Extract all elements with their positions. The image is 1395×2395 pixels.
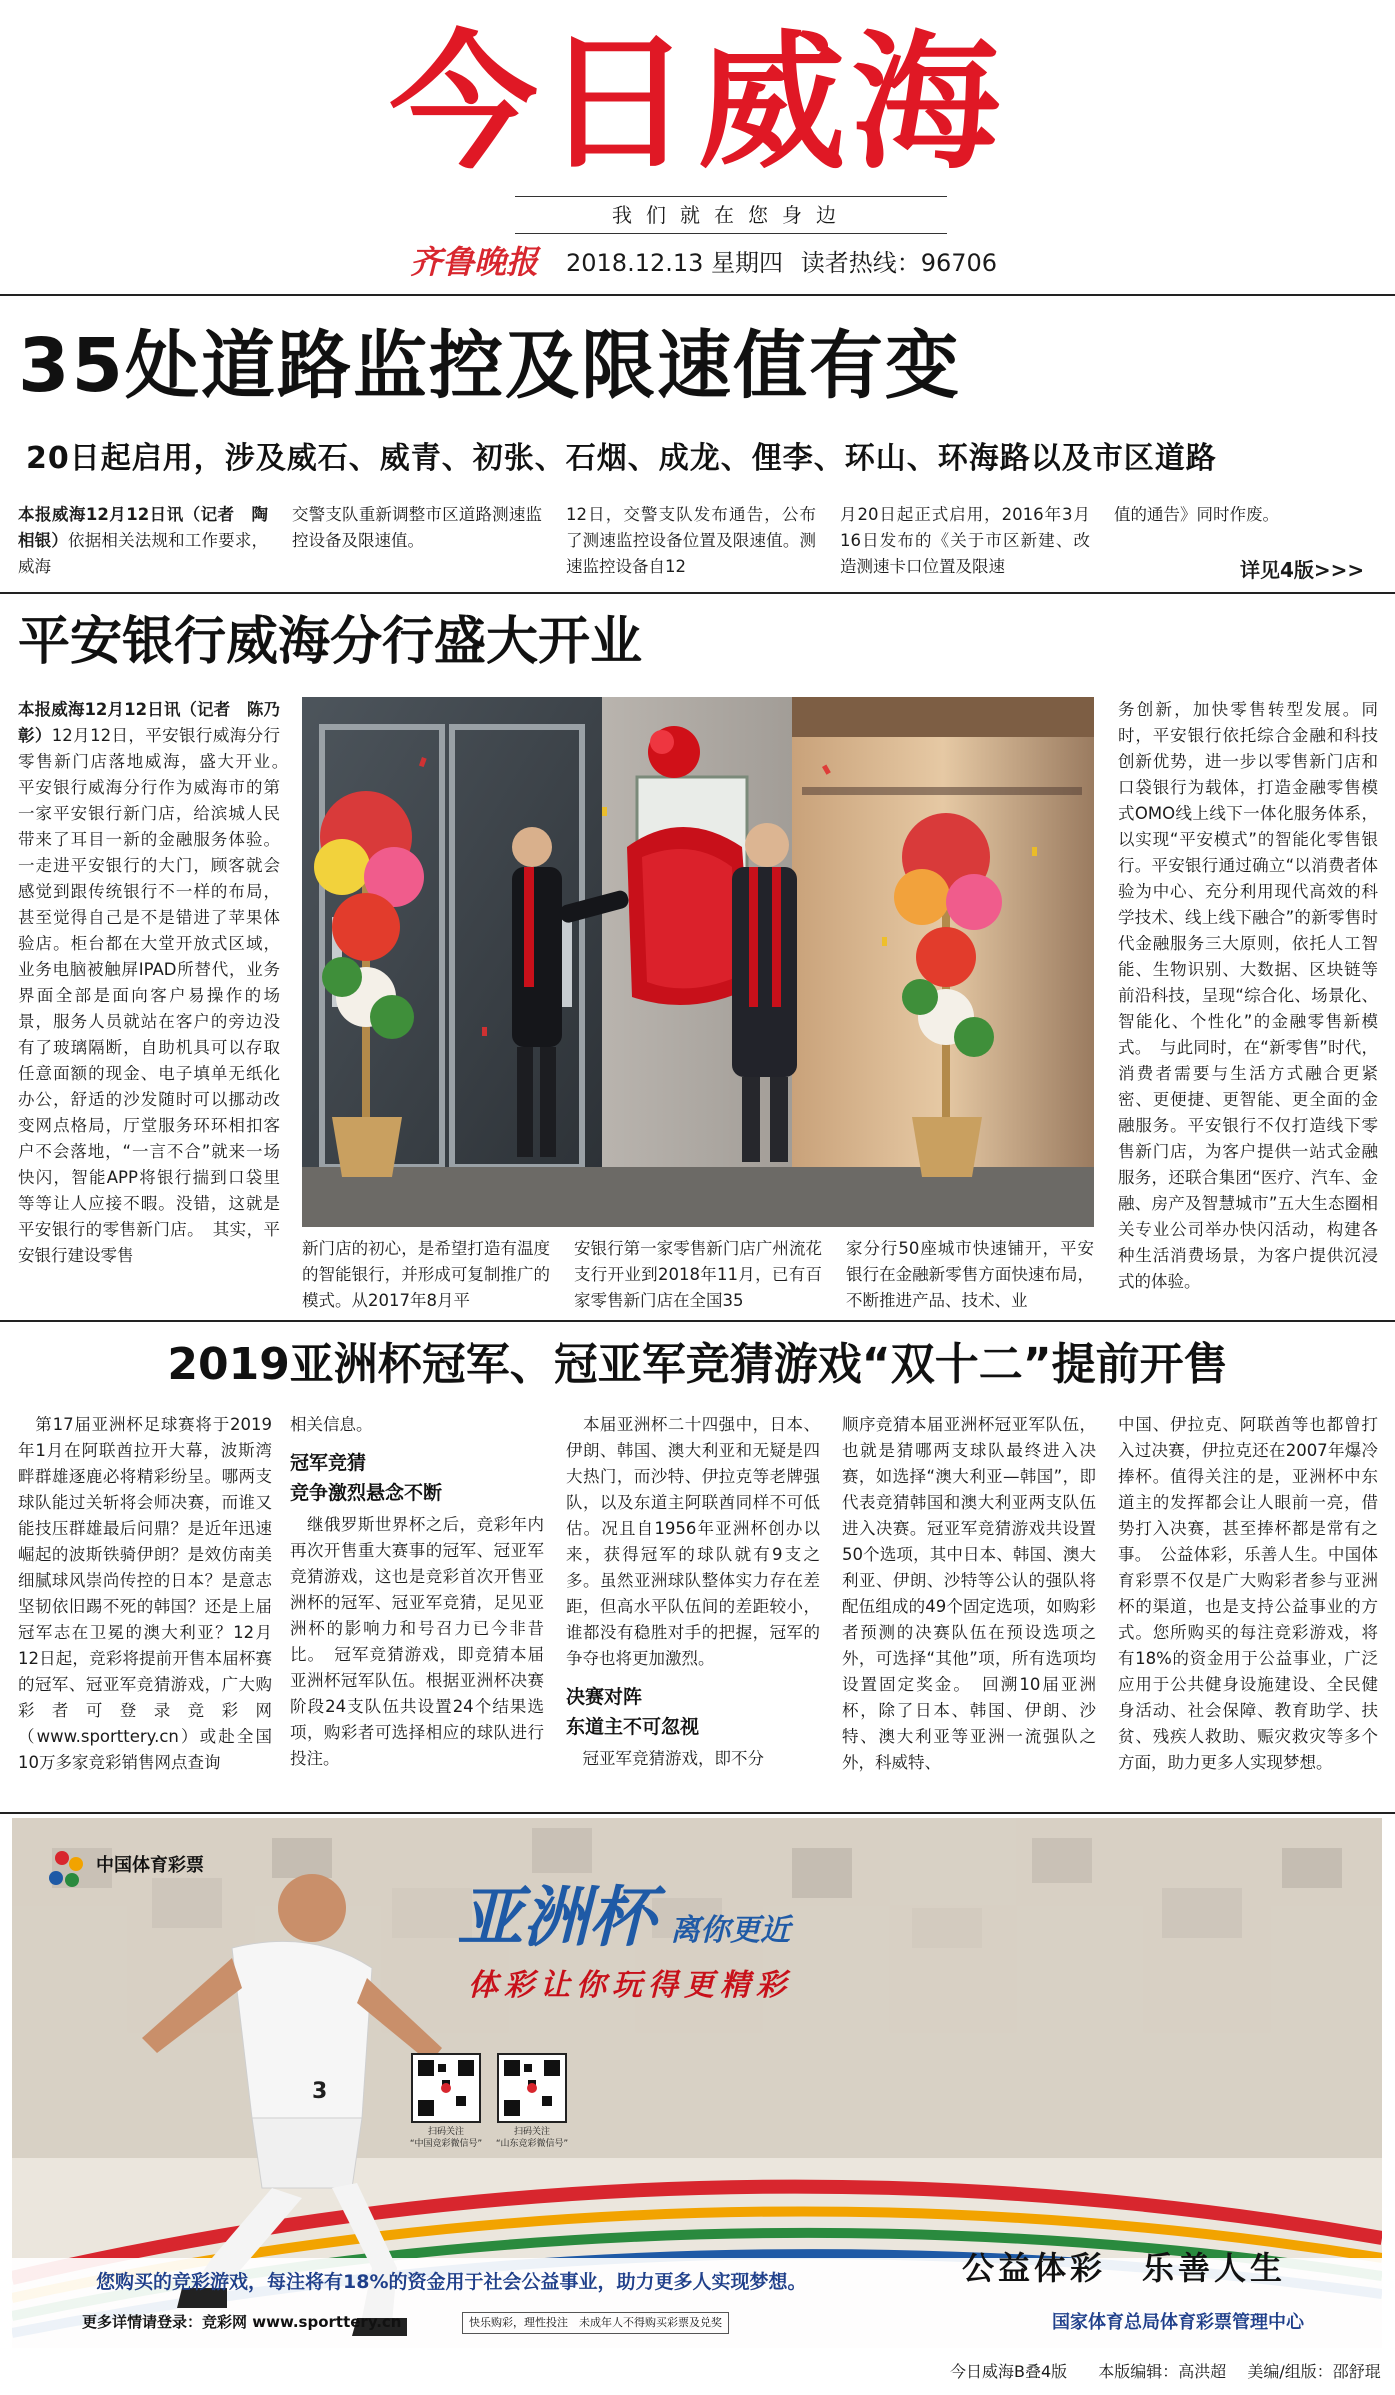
bank-opening-photo	[302, 697, 1094, 1227]
qr-code-2	[498, 2054, 566, 2122]
reader-hotline: 读者热线：96706	[800, 249, 998, 277]
story1-col-2: 交警支队重新调整市区道路测速监控设备及限速值。	[292, 505, 542, 550]
paper-logo: 齐鲁晚报	[410, 243, 539, 281]
story2-col-3: 安银行第一家零售新门店广州流花支行开业到2018年11月，已有百家零售新门店在全国35	[574, 1239, 822, 1310]
folio-editor: 本版编辑：高洪超	[1098, 2362, 1227, 2381]
folio-designer: 美编/组版：邵舒琨	[1247, 2362, 1381, 2381]
issue-weekday: 星期四	[711, 249, 784, 277]
ad-warning: 快乐购彩，理性投注 未成年人不得购买彩票及兑奖	[462, 2312, 729, 2334]
ad-slogan: 体彩让你玩得更精彩	[468, 1968, 792, 2003]
ad-title-tail: 离你更近	[670, 1913, 791, 1948]
photo-illustration	[302, 697, 1094, 1227]
story3-subhead-3: 决赛对阵	[566, 1686, 643, 1708]
story3-col-5: 中国、伊拉克、阿联酋等也都曾打入过决赛，伊拉克还在2007年爆冷捧杯。值得关注的是，亚洲杯中东道主的发挥都会让人眼前一亮，借势打入决赛，甚至捧杯都是常有之事。 公益体彩，乐善人生。中国体育彩票不仅是广大购彩者参与亚洲杯的渠道，也是支持公益事业的方式。您所购买的每注竞彩游戏，将有18%的资金用于公益事业，广泛应用于公共健身设施建设、全民健身活动、社会保障、教育助学、扶贫、残疾人救助、赈灾救灾等多个方面，助力更多人实现梦想。	[1118, 1415, 1378, 1772]
masthead	[0, 0, 1395, 300]
slogan-rule-top	[515, 196, 947, 197]
qr-code-1	[412, 2054, 480, 2122]
ad-brand: 中国体育彩票	[96, 1855, 204, 1876]
ad-more-info[interactable]: 更多详情请登录：竞彩网 www.sporttery.cn	[82, 2313, 402, 2331]
story2-col-2: 新门店的初心，是希望打造有温度的智能银行，并形成可复制推广的模式。从2017年8月平	[302, 1239, 550, 1310]
story3-headline: 2019亚洲杯冠军、冠亚军竞猜游戏“双十二”提前开售	[167, 1339, 1228, 1390]
page-folio	[950, 2360, 1381, 2384]
ad-motto: 公益体彩 乐善人生	[962, 2249, 1287, 2287]
folio-page: 今日威海B叠4版	[950, 2362, 1068, 2381]
player-number: 3	[312, 2079, 328, 2104]
masthead-title: 今日威海	[389, 17, 1006, 189]
story3-col-1: 第17届亚洲杯足球赛将于2019年1月在阿联酋拉开大幕，波斯湾畔群雄逐鹿必将精彩纷呈。哪两支球队能过关斩将会师决赛，而谁又能技压群雄最后问鼎？是近年迅速崛起的波斯铁骑伊朗？是效仿南美细腻球风崇尚传控的日本？是意志坚韧依旧踢不死的韩国？还是上届冠军志在卫冕的澳大利亚？12月12日起，竞彩将提前开售本届杯赛的冠军、冠亚军竞猜游戏，广大购彩者可登录竞彩网（www.sporttery.cn）或赴全国10万多家竞彩销售网点查询	[18, 1415, 272, 1772]
story3-subhead-2: 竞争激烈悬念不断	[290, 1482, 443, 1504]
story2-col-1: 本报威海12月12日讯（记者 陈乃彰）12月12日，平安银行威海分行零售新门店落地威海，盛大开业。 平安银行威海分行作为威海市的第一家平安银行新门店，给滨城人民带来了耳目一新的金融服务体验。一走进平安银行的大门，顾客就会感觉到跟传统银行不一样的布局，甚至觉得自己是不是错进了苹果体验店。柜台都在大堂开放式区域，业务电脑被触屏IPAD所替代，业务界面全部是面向客户易操作的场景，服务人员就站在客户的旁边没有了玻璃隔断，自助机具可以存取任意面额的现金、电子填单无纸化办公，舒适的沙发随时可以挪动改变网点格局，厅堂服务环环相扣客户不会落地，“一言不合”就来一场快闪，智能APP将银行揣到口袋里等等让人应接不暇。没错，这就是平安银行的零售新门店。 其实，平安银行建设零售	[18, 700, 297, 1265]
story3-col-4: 顺序竞猜本届亚洲杯冠亚军队伍，也就是猜哪两支球队最终进入决赛，如选择“澳大利亚—韩国”，即代表竞猜韩国和澳大利亚两支队伍进入决赛。冠亚军竞猜游戏共设置50个选项，其中日本、韩国、澳大利亚、伊朗、沙特等公认的强队将配伍组成的49个固定选项，如购彩者预测的决赛队伍在预设选项之外，可选择“其他”项，所有选项均设置固定奖金。 回溯10届亚洲杯，除了日本、韩国、伊朗、沙特、澳大利亚等亚洲一流强队之外，科威特、	[842, 1415, 1096, 1772]
story3-subhead-1: 冠军竞猜	[290, 1452, 367, 1474]
divider	[0, 294, 1395, 296]
qr-caption-2: 扫码关注 “山东竞彩微信号”	[495, 2127, 569, 2149]
ad-notice: 您购买的竞彩游戏，每注将有18%的资金用于社会公益事业，助力更多人实现梦想。	[96, 2271, 807, 2293]
story1-headline: 35处道路监控及限速值有变	[18, 323, 961, 409]
story3-col-2: 相关信息。 冠军竞猜 竞争激烈悬念不断 继俄罗斯世界杯之后，竞彩年内再次开售重大赛事的冠军、冠亚军竞猜游戏，这也是竞彩首次开售亚洲杯的冠军、冠亚军竞猜，足见亚洲杯的影响力和号召力已今非昔比。 冠军竞猜游戏，即竞猜本届亚洲杯冠军队伍。根据亚洲杯决赛阶段24支队伍共设置24个结果选项，购彩者可选择相应的球队进行投注。	[290, 1415, 544, 1768]
story2-col-4: 家分行50座城市快速铺开，平安银行在金融新零售方面快速布局，不断推进产品、技术、业	[846, 1239, 1094, 1310]
issue-info	[566, 246, 997, 280]
story1-col-5: 值的通告》同时作废。	[1114, 505, 1279, 524]
story1-col-4: 月20日起正式启用，2016年3月16日发布的《关于市区新建、改造测速卡口位置及限速	[840, 505, 1090, 576]
slogan-rule-bottom	[515, 233, 947, 234]
divider	[0, 1320, 1395, 1322]
story2-col-5: 务创新，加快零售转型发展。同时，平安银行依托综合金融和科技创新优势，进一步以零售新门店和口袋银行为载体，打造金融零售模式OMO线上线下一体化服务体系，以实现“平安模式”的智能化零售银行。平安银行通过确立“以消费者体验为中心、充分利用现代高效的科学技术、线上线下融合”的新零售时代金融服务三大原则，依托人工智能、生物识别、大数据、区块链等前沿科技，呈现“综合化、场景化、智能化、个性化”的金融零售新模式。 与此同时，在“新零售”时代，消费者需要与生活方式融合更紧密、更便捷、更智能、更全面的金融服务。平安银行不仅打造线下零售新门店，为客户提供一站式金融服务，还联合集团“医疗、汽车、金融、房产及智慧城市”五大生态圈相关专业公司举办快闪活动，构建各种生活消费场景，为客户提供沉浸式的体验。	[1118, 700, 1378, 1291]
story3-subhead-4: 东道主不可忽视	[566, 1716, 700, 1738]
sports-lottery-ad[interactable]	[12, 1818, 1382, 2348]
divider	[0, 1812, 1395, 1814]
story1-dateline: 本报威海12月12日讯（记者 陶相银）	[18, 505, 268, 550]
story1-subheadline: 20日起启用，涉及威石、威青、初张、石烟、成龙、俚李、环山、环海路以及市区道路	[26, 441, 1217, 476]
story2-headline: 平安银行威海分行盛大开业	[18, 612, 643, 672]
ad-title-block	[457, 1878, 790, 1958]
masthead-slogan: 我们就在您身边	[612, 203, 850, 227]
see-more-link[interactable]: 详见4版>>>	[1240, 558, 1365, 582]
ad-title: 亚洲杯	[457, 1879, 655, 1956]
issue-date: 2018.12.13	[566, 249, 704, 277]
ad-authority: 国家体育总局体育彩票管理中心	[1052, 2312, 1304, 2333]
qr-caption-1: 扫码关注 “中国竞彩微信号”	[409, 2127, 483, 2149]
divider	[0, 592, 1395, 594]
story1-col-3: 12日，交警支队发布通告，公布了测速监控设备位置及限速值。测速监控设备自12	[566, 505, 816, 576]
story2-dateline: 本报威海12月12日讯（记者 陈乃彰）	[18, 700, 280, 745]
story1-col-1: 本报威海12月12日讯（记者 陶相银）依据相关法规和工作要求，威海	[18, 505, 269, 576]
story3-col-3: 本届亚洲杯二十四强中，日本、伊朗、韩国、澳大利亚和无疑是四大热门，而沙特、伊拉克等老牌强队，以及东道主阿联酋同样不可低估。况且自1956年亚洲杯创办以来，获得冠军的球队就有9支之多。虽然亚洲球队整体实力存在差距，但高水平队伍间的差距较小，谁都没有稳胜对手的把握，冠军的争夺也将更加激烈。 决赛对阵 东道主不可忽视 冠亚军竞猜游戏，即不分	[566, 1415, 820, 1768]
